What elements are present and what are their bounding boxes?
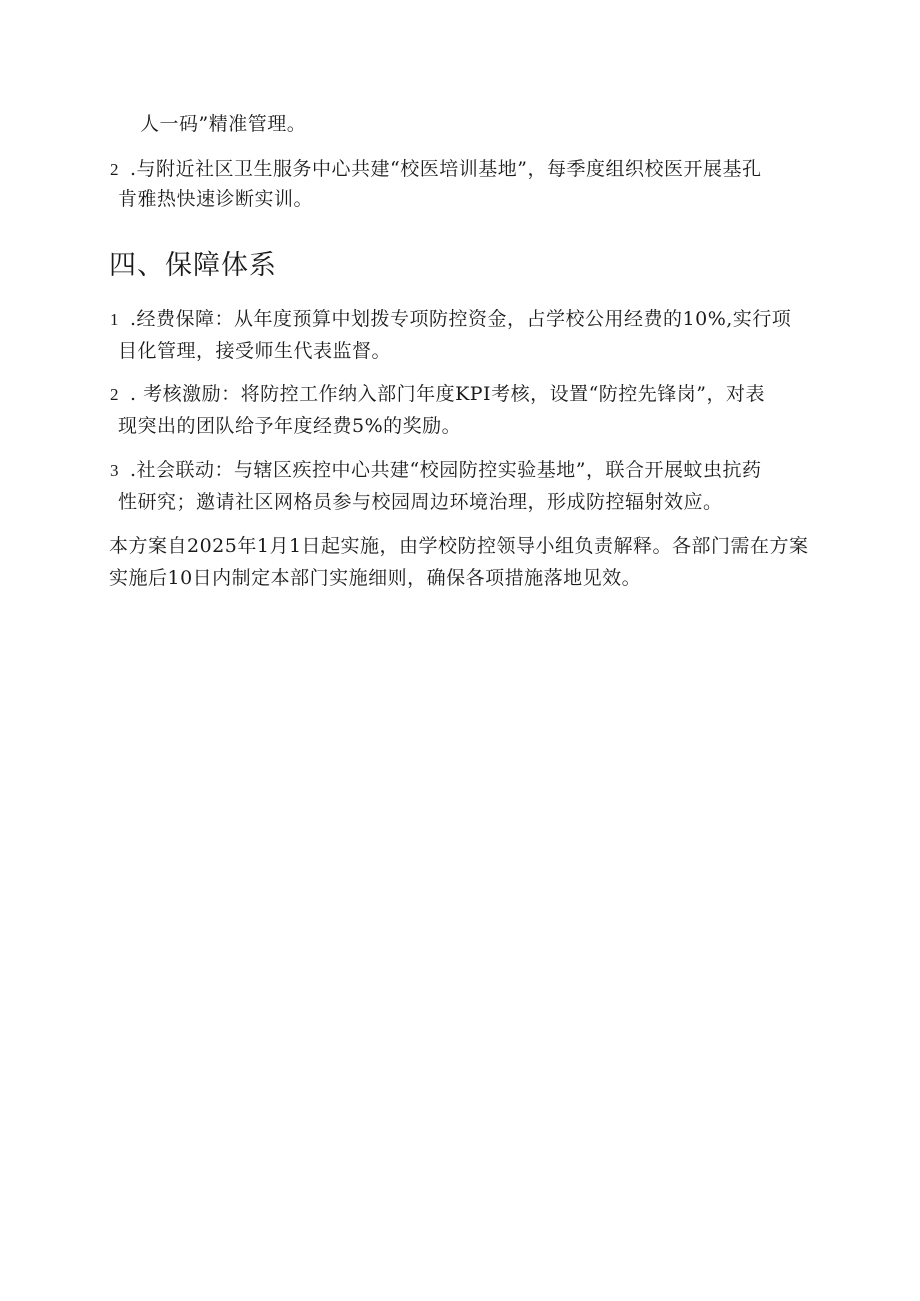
list-item-text-line1: .社会联动：与辖区疾控中心共建“校园防控实验基地”，联合开展蚊虫抗药 [130, 459, 762, 481]
continuation-text: 人一码”精准管理。 [140, 113, 307, 135]
list-item-text-line1: .经费保障：从年度预算中划拨专项防控资金，占学校公用经费的10%,实行项 [130, 308, 792, 330]
list-item-text-line2: 现突出的团队给予年度经费5%的奖励。 [118, 415, 462, 437]
list-item-number: 2 [110, 385, 119, 404]
closing-paragraph-line1: 本方案自2025年1月1日起实施，由学校防控领导小组负责解释。各部门需在方案 [109, 535, 809, 557]
closing-paragraph-line2: 实施后10日内制定本部门实施细则，确保各项措施落地见效。 [109, 567, 642, 589]
list-item-number: 2 [110, 160, 119, 179]
list-item-number: 3 [110, 461, 119, 480]
section-heading: 四、保障体系 [109, 250, 277, 281]
list-item-number: 1 [110, 310, 119, 329]
list-item-text-line2: 性研究；邀请社区网格员参与校园周边环境治理，形成防控辐射效应。 [118, 491, 723, 513]
list-item-text-line2: 目化管理，接受师生代表监督。 [118, 340, 392, 362]
list-item-text-line1: . 考核激励：将防控工作纳入部门年度KPI考核，设置“防控先锋岗”，对表 [130, 383, 765, 405]
list-item-text-line1: .与附近社区卫生服务中心共建“校医培训基地”，每季度组织校医开展基孔 [130, 158, 762, 180]
list-item-text-line2: 肯雅热快速诊断实训。 [118, 188, 314, 210]
